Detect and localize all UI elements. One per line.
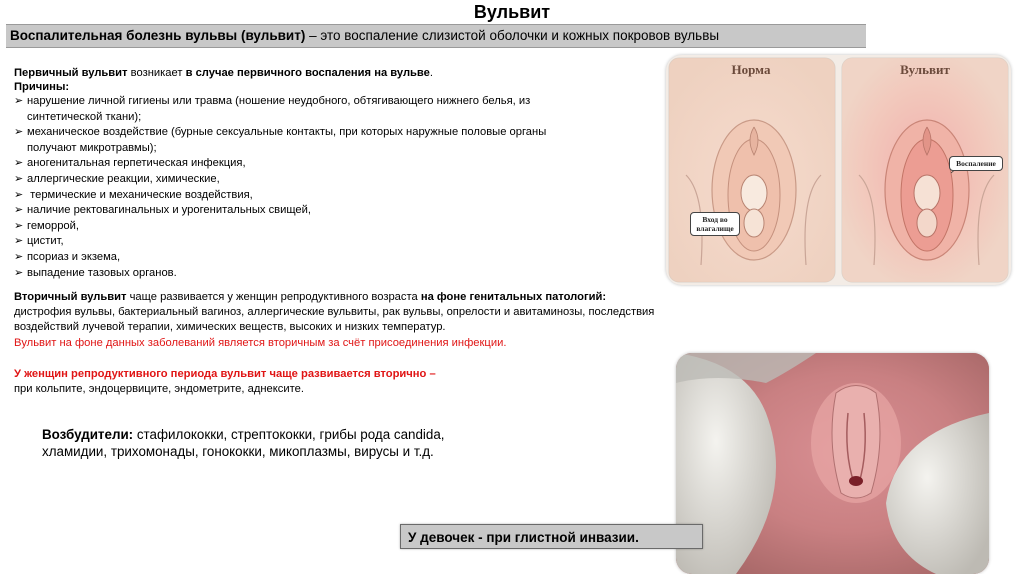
causes-list [14,94,546,281]
list-item: ➢ геморрой, [14,219,79,232]
definition-bar [6,24,866,48]
definition-text: – это воспаление слизистой оболочки и кожных покровов вульвы [305,28,720,43]
list-item: ➢ механическое воздействие (бурные сексуальные контакты, при которых наружные половые органы получают микротравмы); [14,126,547,154]
secondary-emph: на фоне генитальных патологий: [420,291,607,303]
list-item: ➢ наличие ректовагинальных и урогенитальных свищей, [14,204,312,217]
primary-term: Первичный вульвит [14,67,128,79]
girls-helminth-note: У девочек - при глистной инвазии. [400,524,703,549]
pathogens-line2: хламидии, трихомонады, гонококки, микоплазмы, вирусы и т.д. [42,444,434,459]
vulva-comparison-illustration [666,55,1011,285]
primary-vulvitis-line [14,66,433,80]
page-title: Вульвит [473,2,551,22]
secondary-term: Вторичный вульвит [14,291,127,303]
pathogens-block [42,426,445,460]
clinical-photo [676,353,989,574]
pathogens-line1: стафилококки, стрептококки, грибы рода candida, [133,427,445,442]
vaginal-entrance-callout: Вход во влагалище [690,212,740,236]
primary-pre: возникает [127,67,186,79]
list-item: ➢ нарушение личной гигиены или травма (ношение неудобного, обтягивающего нижнего белья, из синтетической ткани); [14,95,531,123]
definition-term: Воспалительная болезнь вульвы (вульвит) [10,28,306,43]
inflammation-callout: Воспаление [949,156,1003,171]
vulvitis-label: Вульвит [900,62,950,77]
reproductive-line2: при кольпите, эндоцервиците, эндометрите, аднексите. [14,383,304,395]
list-item: ➢ аногенитальная герпетическая инфекция, [14,157,246,170]
norm-label: Норма [731,62,771,77]
list-item: ➢ выпадение тазовых органов. [14,266,177,279]
list-item: ➢ термические и механические воздействия, [14,188,253,201]
primary-post: . [429,67,433,79]
causes-heading: Причины: [14,81,70,93]
list-item: ➢ цистит, [14,235,64,248]
secondary-red-note: Вульвит на фоне данных заболеваний является вторичным за счёт присоединения инфекции. [14,337,507,349]
reproductive-heading: У женщин репродуктивного периода вульвит чаще развивается вторично – [14,368,436,380]
secondary-line3: воздействий лучевой терапии, химических веществ, высоких и низких температур. [14,321,446,333]
clinical-photo-drawing [676,353,989,574]
list-item: ➢ аллергические реакции, химические, [14,172,220,185]
secondary-vulvitis-line [14,290,606,304]
secondary-pre: чаще развивается у женщин репродуктивного возраста [126,291,421,303]
primary-emph: в случае первичного воспаления на вульве [185,67,430,79]
pathogens-label: Возбудители: [42,427,134,442]
secondary-line2: дистрофия вульвы, бактериальный вагиноз, аллергические вульвиты, рак вульвы, опрелости и авитаминозы, последствия [14,306,655,318]
list-item: ➢ псориаз и экзема, [14,250,121,263]
